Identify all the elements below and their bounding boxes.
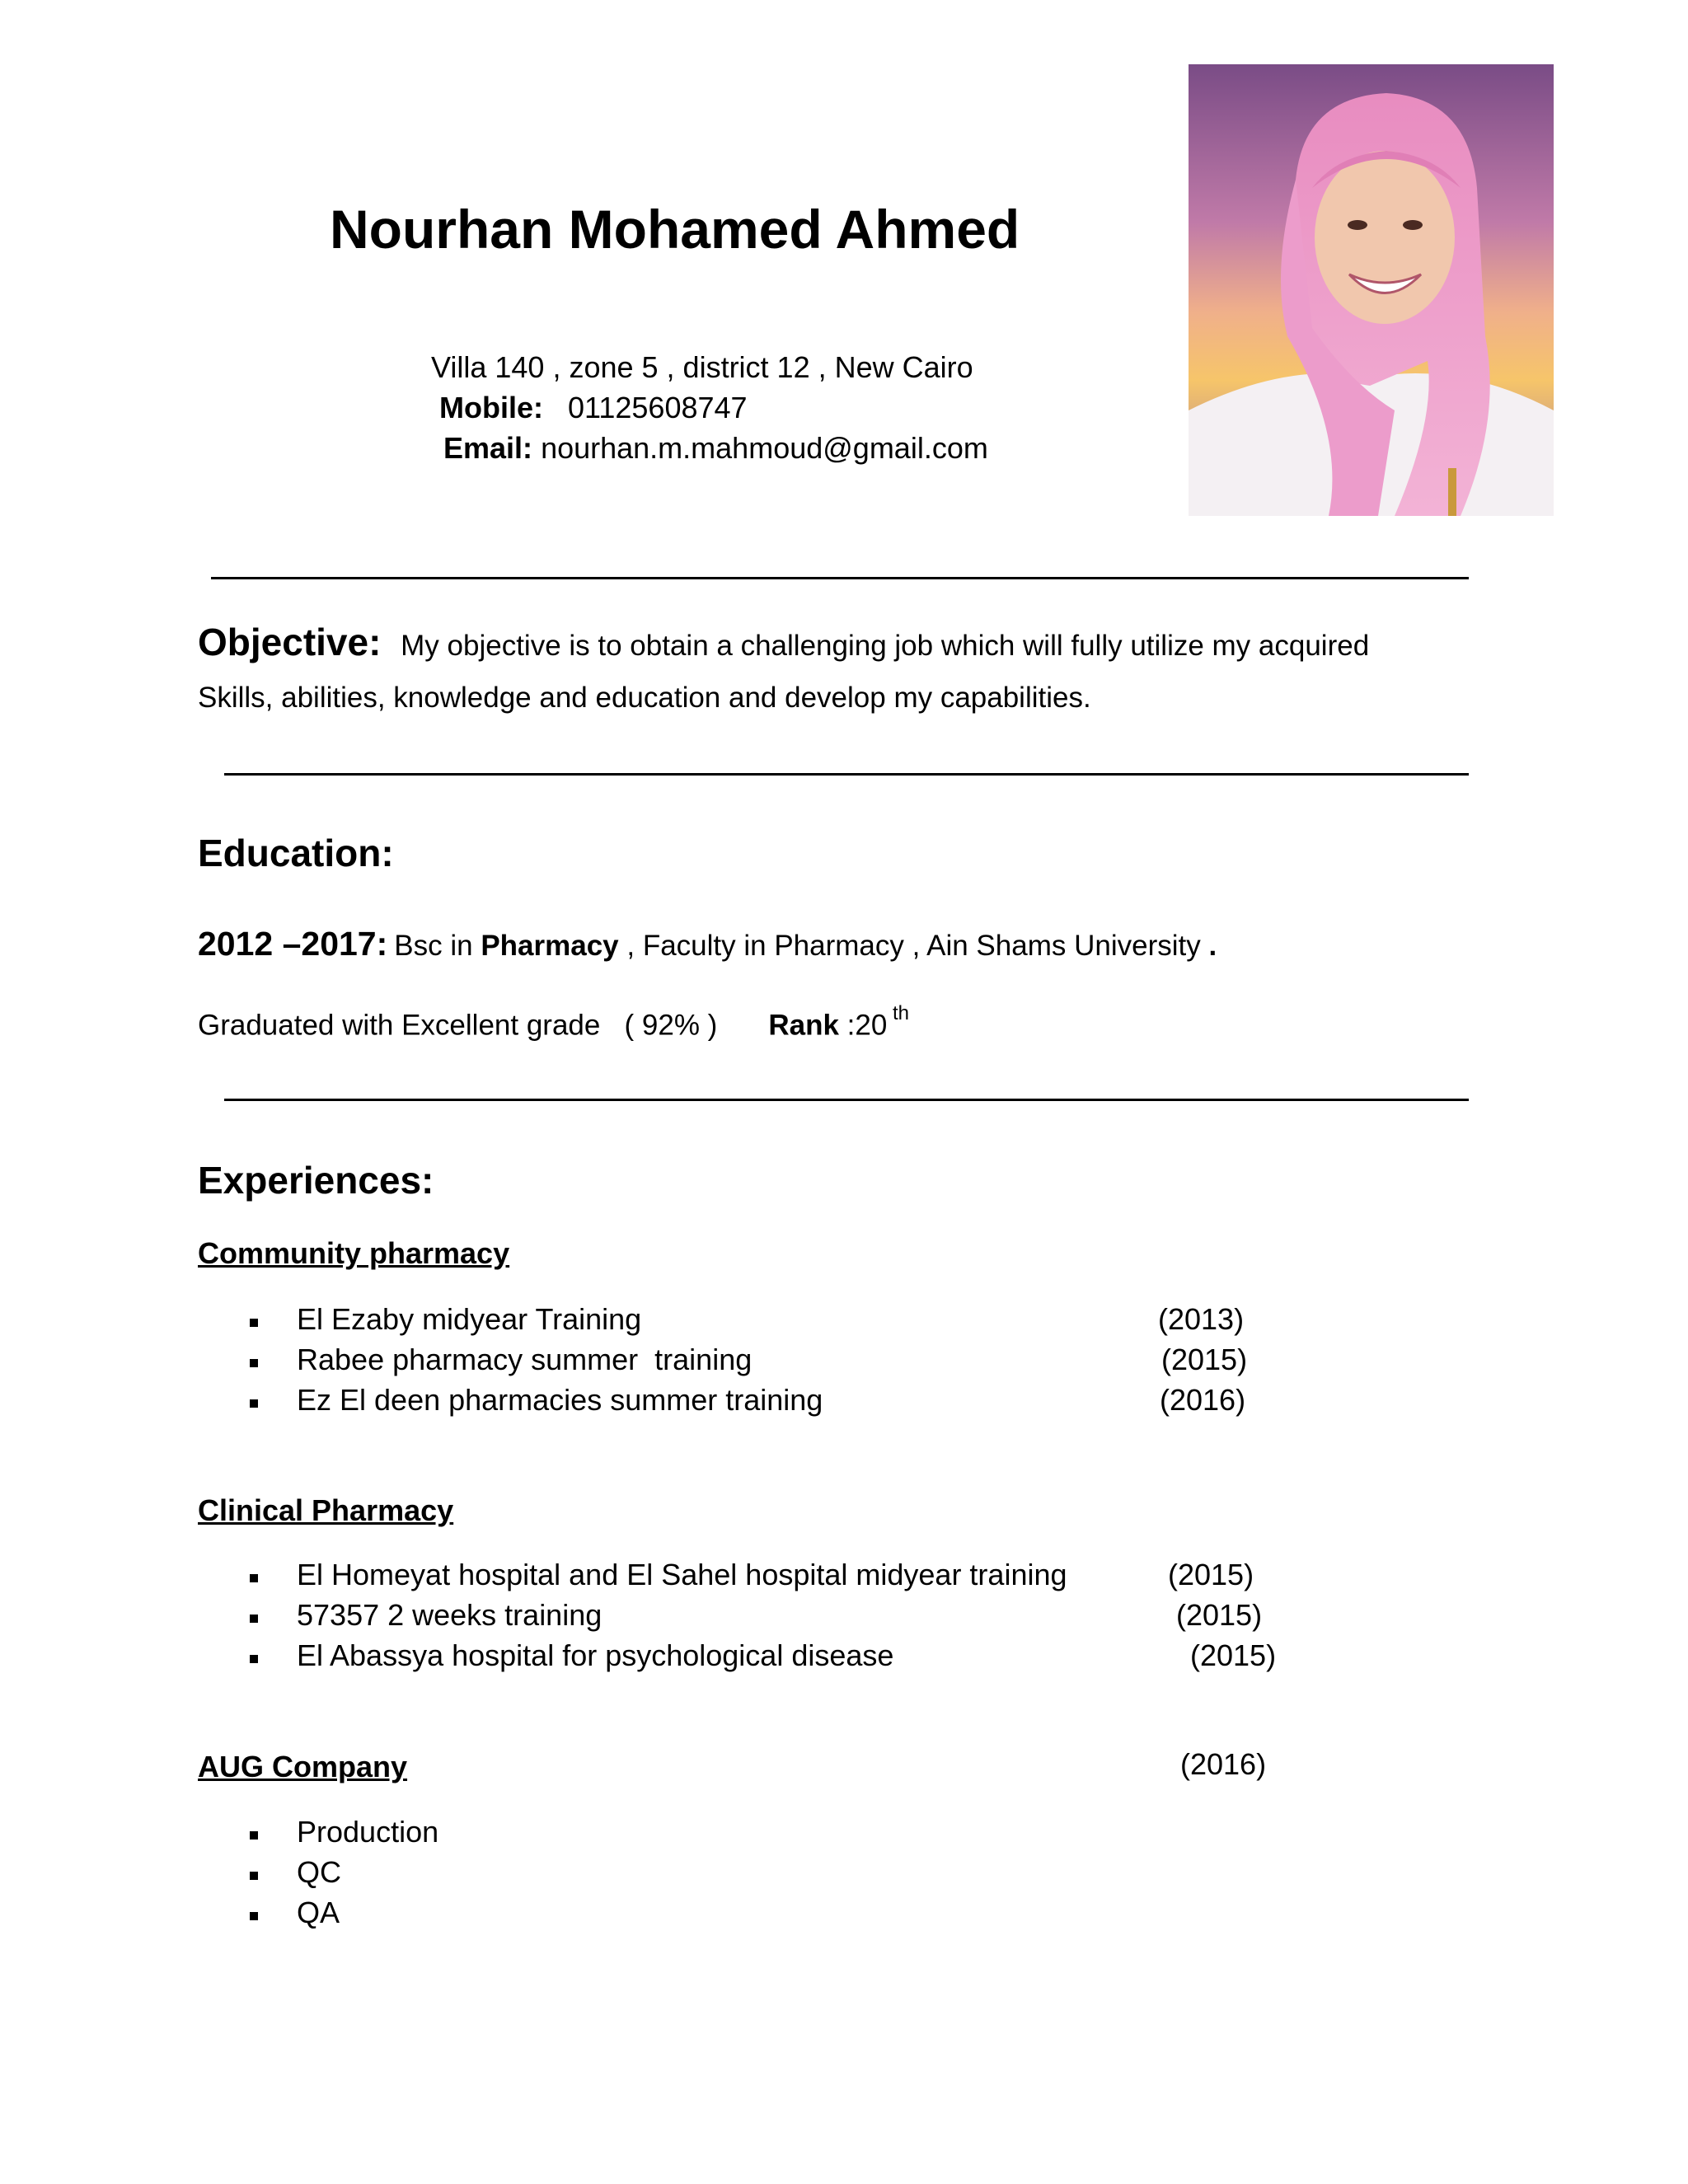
list-item: Rabee pharmacy summer training	[297, 1343, 753, 1376]
objective-line-1	[198, 620, 1369, 664]
clinical-pharmacy-title: Clinical Pharmacy	[198, 1493, 454, 1527]
experiences-heading: Experiences:	[198, 1159, 434, 1202]
bullet-icon	[250, 1359, 258, 1367]
bullet-icon	[250, 1655, 258, 1663]
bullet-icon	[250, 1319, 258, 1327]
degree-end: .	[1208, 930, 1217, 962]
graduated-text: Graduated with Excellent grade ( 92% )	[198, 1009, 718, 1042]
bullet-icon	[250, 1831, 258, 1840]
divider	[224, 773, 1469, 776]
rank-label: Rank	[768, 1009, 839, 1042]
rank-suffix: th	[892, 1002, 909, 1024]
rank-value: :20	[846, 1009, 888, 1042]
list-item: QA	[297, 1896, 340, 1929]
education-heading: Education:	[198, 832, 394, 874]
degree-major: Pharmacy	[481, 930, 619, 962]
email-label: Email:	[443, 431, 533, 465]
list-item: El Abassya hospital for psychological disease	[297, 1638, 894, 1672]
education-degree-line	[198, 925, 1217, 963]
list-item: 57357 2 weeks training	[297, 1598, 603, 1632]
objective-heading: Objective:	[198, 621, 382, 663]
education-grade-line	[198, 1002, 909, 1043]
profile-photo	[1189, 64, 1554, 516]
aug-company-title: AUG Company	[198, 1750, 408, 1783]
list-item-year: (2015)	[1176, 1598, 1263, 1632]
list-item: QC	[297, 1855, 341, 1889]
education-years: 2012 –2017:	[198, 925, 388, 963]
list-item: El Homeyat hospital and El Sahel hospital midyear training	[297, 1558, 1067, 1591]
list-item-year: (2015)	[1161, 1343, 1248, 1376]
degree-rest: , Faculty in Pharmacy , Ain Shams University	[626, 930, 1201, 962]
community-pharmacy-title: Community pharmacy	[198, 1236, 510, 1270]
email-line	[443, 431, 988, 466]
email-address: nourhan.m.mahmoud@gmail.com	[541, 431, 988, 465]
bullet-icon	[250, 1399, 258, 1408]
mobile-number: 01125608747	[568, 391, 748, 424]
address: Villa 140 , zone 5 , district 12 , New Cairo	[431, 350, 973, 384]
list-item-year: (2013)	[1158, 1302, 1245, 1336]
degree-prefix: Bsc in	[394, 930, 473, 962]
list-item-year: (2015)	[1168, 1558, 1254, 1591]
bullet-icon	[250, 1912, 258, 1920]
bullet-icon	[250, 1615, 258, 1623]
list-item: El Ezaby midyear Training	[297, 1302, 642, 1336]
bullet-icon	[250, 1574, 258, 1582]
divider	[211, 577, 1469, 579]
objective-text-2: Skills, abilities, knowledge and education and develop my capabilities.	[198, 682, 1091, 714]
mobile-label: Mobile:	[439, 391, 543, 424]
candidate-name: Nourhan Mohamed Ahmed	[330, 199, 1020, 260]
list-item: Production	[297, 1815, 439, 1849]
aug-company-year: (2016)	[1180, 1747, 1267, 1781]
bullet-icon	[250, 1872, 258, 1880]
divider	[224, 1099, 1469, 1101]
objective-text-1: My objective is to obtain a challenging job which will fully utilize my acquired	[401, 630, 1370, 662]
mobile-line	[439, 391, 748, 425]
list-item-year: (2015)	[1190, 1638, 1277, 1672]
list-item-year: (2016)	[1160, 1383, 1246, 1417]
list-item: Ez El deen pharmacies summer training	[297, 1383, 823, 1417]
